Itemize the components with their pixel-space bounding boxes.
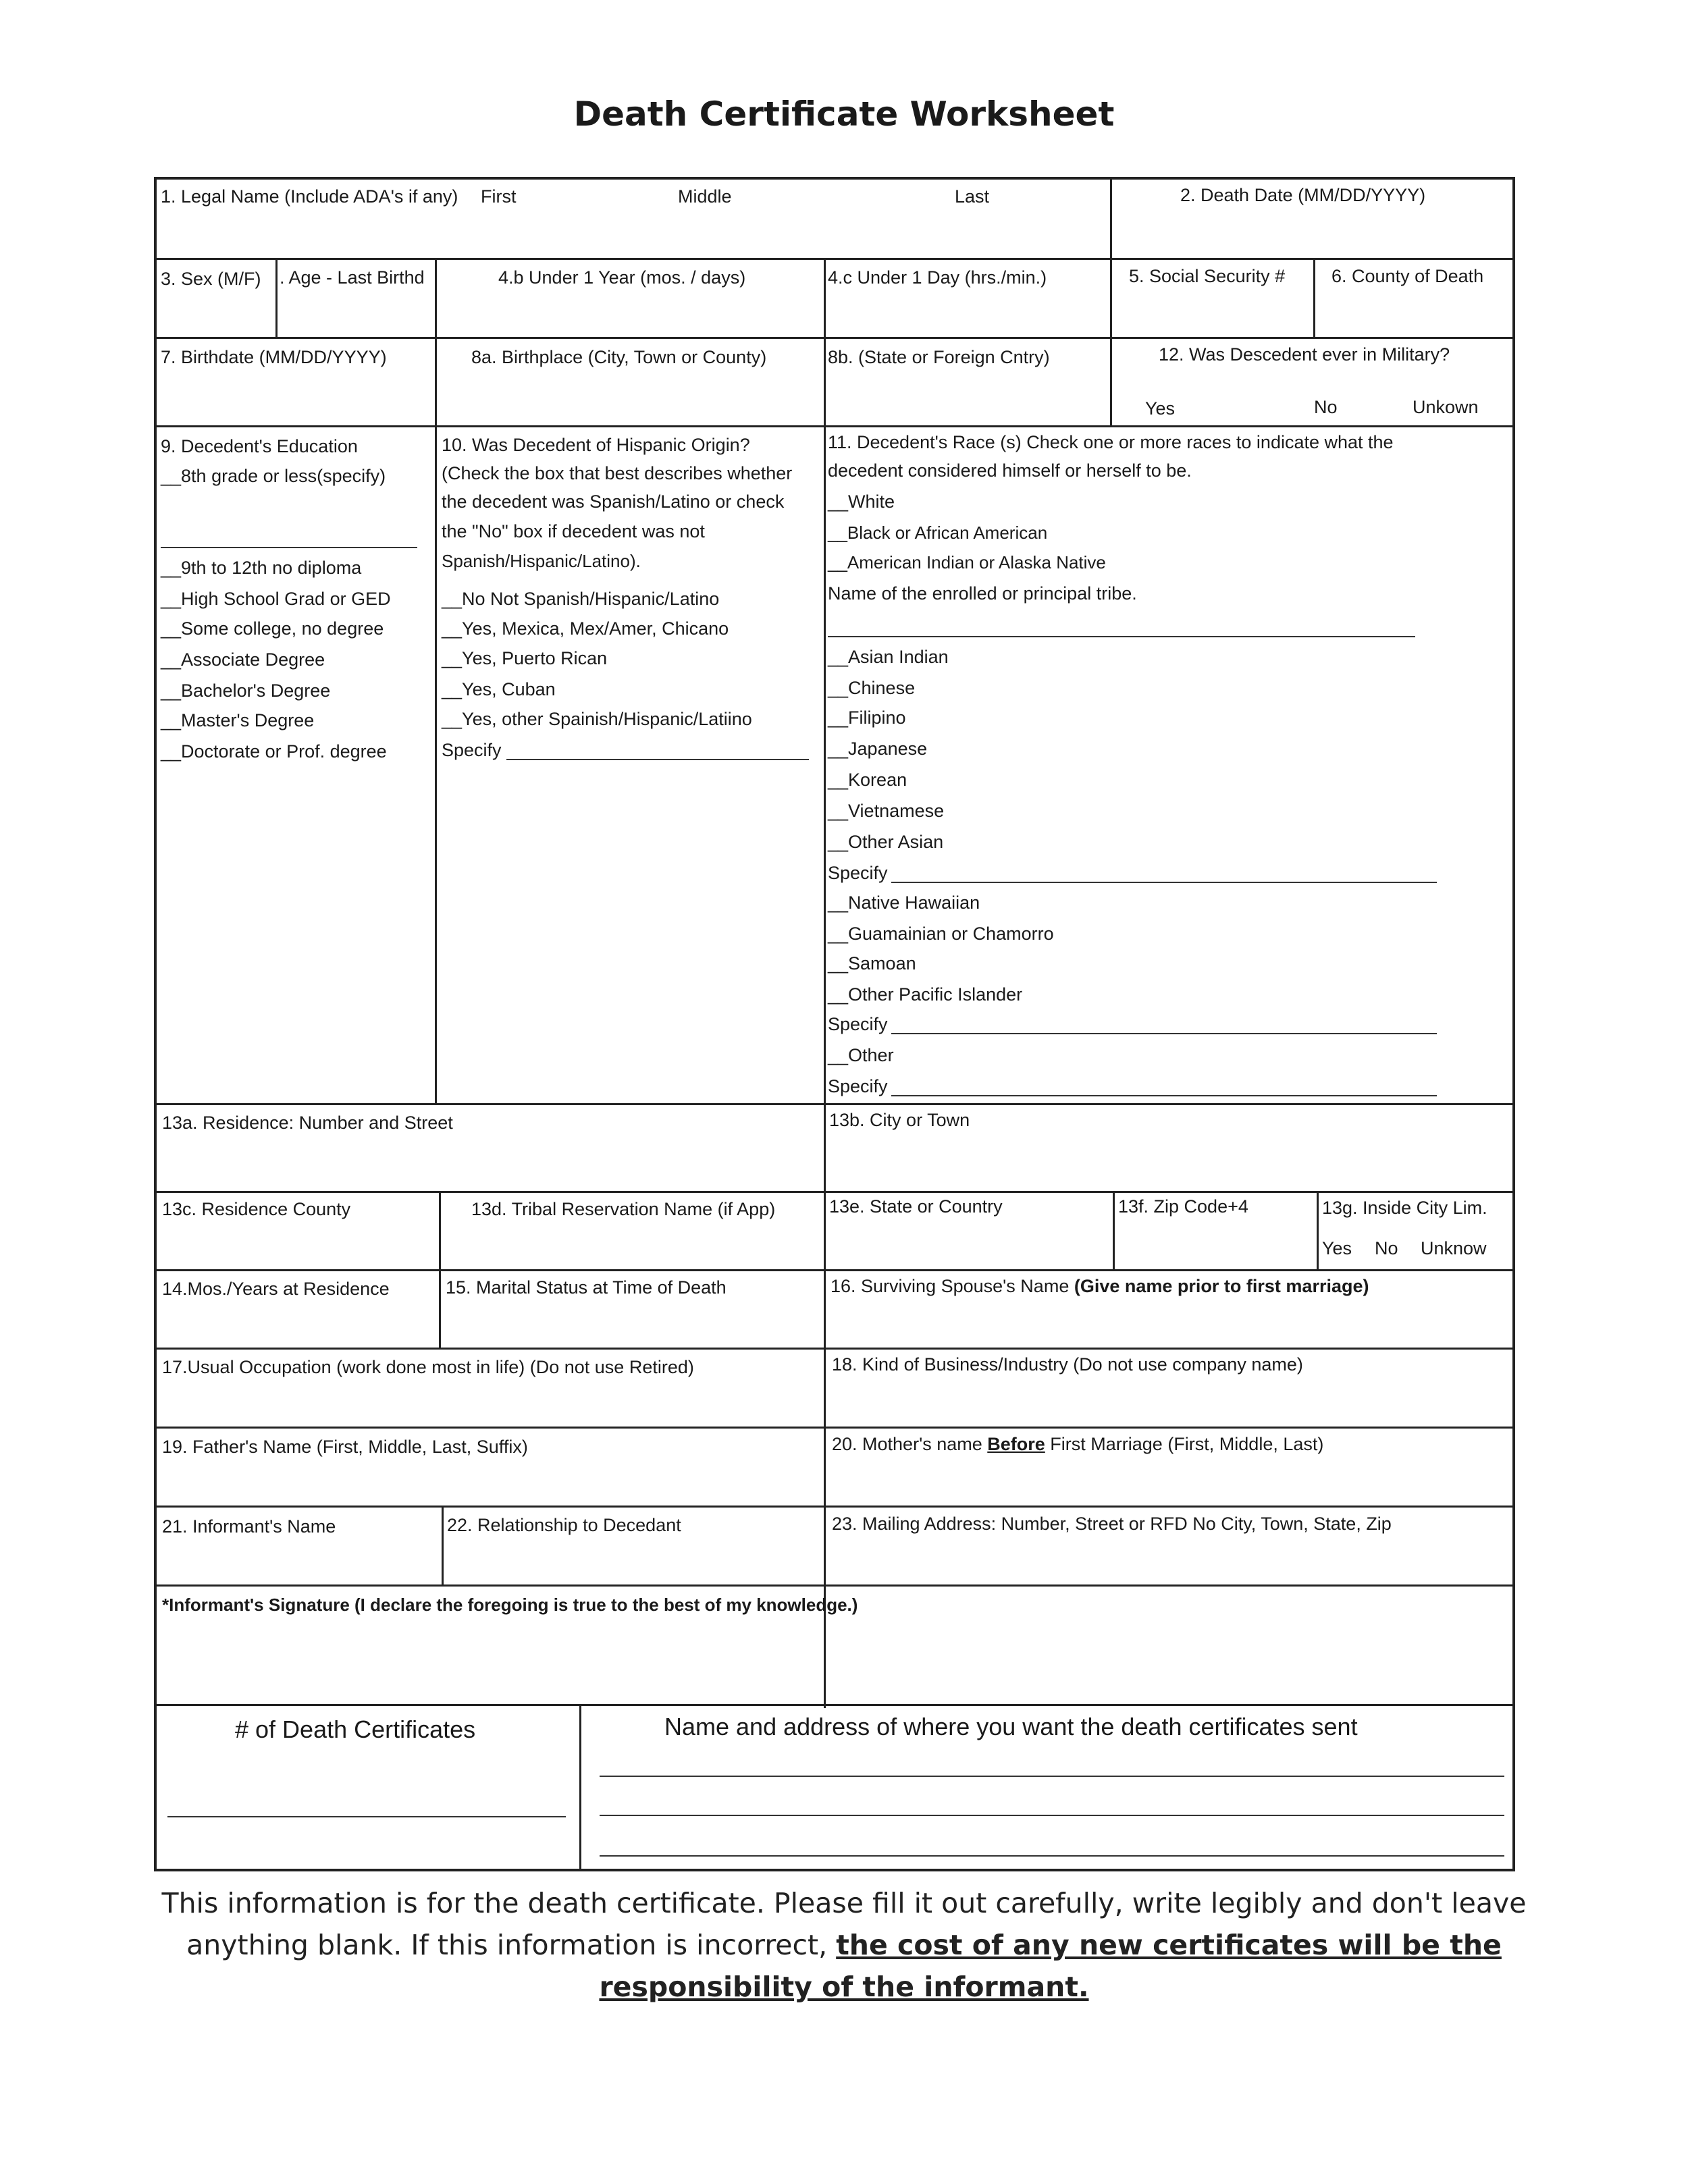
- education-option[interactable]: __Bachelor's Degree: [161, 681, 331, 701]
- inside-city-limits-label: 13g. Inside City Lim.: [1322, 1198, 1487, 1218]
- race-option[interactable]: __Filipino: [828, 708, 906, 728]
- race-option[interactable]: __Vietnamese: [828, 801, 945, 821]
- form-border-left: [154, 177, 157, 1871]
- race-option[interactable]: __Guamainian or Chamorro: [828, 924, 1054, 944]
- military-no-option[interactable]: No: [1314, 397, 1338, 417]
- certificate-count-label: # of Death Certificates: [235, 1715, 476, 1743]
- residence-county-label: 13c. Residence County: [162, 1199, 351, 1219]
- under-1-day-label: 4.c Under 1 Day (hrs./min.): [828, 267, 1047, 288]
- footer-warning: the cost of any new certificates will be the responsibility of the informant.: [599, 1929, 1502, 2003]
- col-divider: [442, 1506, 444, 1584]
- relationship-label: 22. Relationship to Decedant: [447, 1515, 681, 1535]
- row-divider: [154, 1506, 1515, 1508]
- row-divider: [154, 1103, 1515, 1105]
- race-option[interactable]: __Samoan: [828, 953, 916, 974]
- hispanic-option[interactable]: __No Not Spanish/Hispanic/Latino: [442, 589, 720, 609]
- certificate-address-line[interactable]: [600, 1815, 1504, 1816]
- first-name-label: First: [481, 186, 517, 207]
- mother-name-label: [832, 1435, 1323, 1454]
- education-specify-line[interactable]: [161, 547, 417, 548]
- race-option[interactable]: __Korean: [828, 770, 907, 790]
- race-specify-line[interactable]: [891, 882, 1437, 883]
- tribe-label: Name of the enrolled or principal tribe.: [828, 583, 1137, 604]
- form-border-top: [154, 177, 1515, 180]
- residence-state-label: 13e. State or Country: [829, 1196, 1003, 1217]
- ssn-label: 5. Social Security #: [1129, 266, 1286, 286]
- race-option[interactable]: __Japanese: [828, 739, 928, 759]
- page-title: Death Certificate Worksheet: [573, 95, 1115, 134]
- last-name-label: Last: [955, 186, 990, 207]
- business-industry-label: 18. Kind of Business/Industry (Do not use company name): [832, 1354, 1303, 1375]
- birthplace-label: 8a. Birthplace (City, Town or County): [471, 347, 767, 367]
- inside-city-unknown-option[interactable]: Unknow: [1421, 1238, 1487, 1258]
- education-option[interactable]: __Some college, no degree: [161, 618, 384, 639]
- col-divider: [1317, 1191, 1319, 1269]
- footer-notice: [122, 1882, 1566, 2008]
- row-divider: [154, 1427, 1515, 1429]
- sex-label: 3. Sex (M/F): [161, 269, 261, 289]
- surviving-spouse-label: [830, 1277, 1369, 1296]
- education-option[interactable]: __Doctorate or Prof. degree: [161, 741, 387, 762]
- race-specify-line[interactable]: [891, 1033, 1437, 1034]
- col-divider: [579, 1704, 581, 1871]
- mother-name-text-a: 20. Mother's name: [832, 1434, 988, 1454]
- race-question-line: 11. Decedent's Race (s) Check one or more races to indicate what the: [828, 432, 1394, 452]
- race-option[interactable]: __American Indian or Alaska Native: [828, 552, 1106, 572]
- race-specify-label: Specify: [828, 863, 888, 883]
- col-divider: [275, 258, 278, 339]
- form-border-bottom: [154, 1869, 1515, 1871]
- footer-text: This information is for the death certificate. Please fill it out carefully, write legibly and don't leave anything blank. If this information is incorrect,: [161, 1887, 1527, 1961]
- residence-street-label: 13a. Residence: Number and Street: [162, 1113, 453, 1133]
- surviving-spouse-text: 16. Surviving Spouse's Name: [830, 1276, 1070, 1296]
- education-heading: 9. Decedent's Education: [161, 436, 358, 456]
- residence-city-label: 13b. City or Town: [829, 1110, 970, 1130]
- race-question-line: decedent considered himself or herself to be.: [828, 460, 1192, 481]
- father-name-label: 19. Father's Name (First, Middle, Last, Suffix): [162, 1437, 528, 1457]
- hispanic-question-line: 10. Was Decedent of Hispanic Origin?: [442, 435, 750, 455]
- row-divider: [154, 258, 1515, 260]
- legal-name-label: 1. Legal Name (Include ADA's if any): [161, 186, 458, 207]
- inside-city-yes-option[interactable]: Yes: [1322, 1238, 1352, 1258]
- education-option[interactable]: __High School Grad or GED: [161, 589, 391, 609]
- race-option[interactable]: __Native Hawaiian: [828, 893, 980, 913]
- race-option[interactable]: __Asian Indian: [828, 647, 949, 667]
- hispanic-question-line: the decedent was Spanish/Latino or check: [442, 491, 785, 512]
- military-label: 12. Was Descedent ever in Military?: [1159, 344, 1450, 365]
- row-divider: [154, 1191, 1515, 1193]
- form-border-right: [1512, 177, 1515, 1871]
- tribe-name-line[interactable]: [828, 636, 1415, 637]
- hispanic-question-line: (Check the box that best describes whether: [442, 463, 793, 483]
- mother-name-text-c: First Marriage (First, Middle, Last): [1045, 1434, 1324, 1454]
- race-specify-label: Specify: [828, 1014, 888, 1034]
- race-option[interactable]: __Other Pacific Islander: [828, 984, 1023, 1005]
- birth-state-label: 8b. (State or Foreign Cntry): [828, 347, 1050, 367]
- col-divider: [824, 1103, 826, 1708]
- col-divider: [435, 258, 437, 1103]
- race-specify-label: Specify: [828, 1076, 888, 1096]
- worksheet-form: [154, 177, 1515, 1871]
- hispanic-option[interactable]: __Yes, Mexica, Mex/Amer, Chicano: [442, 618, 729, 639]
- col-divider: [824, 258, 826, 1103]
- race-option[interactable]: __Other Asian: [828, 832, 944, 852]
- row-divider: [154, 337, 1515, 339]
- hispanic-question-line: the "No" box if decedent was not: [442, 521, 705, 541]
- hispanic-question-line: Spanish/Hispanic/Latino).: [442, 551, 641, 571]
- education-option[interactable]: __Associate Degree: [161, 649, 325, 670]
- military-unknown-option[interactable]: Unkown: [1413, 397, 1479, 417]
- inside-city-no-option[interactable]: No: [1375, 1238, 1398, 1258]
- usual-occupation-label: 17.Usual Occupation (work done most in life) (Do not use Retired): [162, 1357, 694, 1377]
- birthdate-label: 7. Birthdate (MM/DD/YYYY): [161, 347, 387, 367]
- military-yes-option[interactable]: Yes: [1145, 398, 1176, 419]
- marital-status-label: 15. Marital Status at Time of Death: [446, 1277, 727, 1298]
- col-divider: [1110, 177, 1112, 425]
- race-option[interactable]: __White: [828, 491, 895, 512]
- under-1-year-label: 4.b Under 1 Year (mos. / days): [498, 267, 746, 288]
- mother-name-before: Before: [987, 1434, 1045, 1454]
- race-option[interactable]: __Black or African American: [828, 523, 1048, 543]
- row-divider: [154, 1348, 1515, 1350]
- row-divider: [154, 425, 1515, 427]
- tribal-reservation-label: 13d. Tribal Reservation Name (if App): [471, 1199, 776, 1219]
- age-label: . Age - Last Birthd: [280, 267, 425, 288]
- race-option[interactable]: __Chinese: [828, 678, 916, 698]
- education-option[interactable]: __8th grade or less(specify): [161, 466, 386, 486]
- row-divider: [154, 1269, 1515, 1271]
- col-divider: [1113, 1191, 1115, 1269]
- county-of-death-label: 6. County of Death: [1331, 266, 1484, 286]
- row-divider: [154, 1704, 1515, 1706]
- hispanic-specify-line[interactable]: [506, 759, 809, 760]
- middle-name-label: Middle: [678, 186, 732, 207]
- informant-name-label: 21. Informant's Name: [162, 1516, 336, 1537]
- col-divider: [439, 1191, 441, 1348]
- certificate-address-line[interactable]: [600, 1776, 1504, 1777]
- certificate-address-label: Name and address of where you want the death certificates sent: [664, 1713, 1358, 1740]
- mailing-address-label: 23. Mailing Address: Number, Street or RFD No City, Town, State, Zip: [832, 1514, 1392, 1534]
- hispanic-option[interactable]: __Yes, other Spainish/Hispanic/Latiino: [442, 709, 752, 729]
- col-divider: [1313, 258, 1315, 339]
- certificate-address-line[interactable]: [600, 1855, 1504, 1857]
- education-option[interactable]: __9th to 12th no diploma: [161, 558, 362, 578]
- hispanic-option[interactable]: __Yes, Puerto Rican: [442, 648, 608, 668]
- hispanic-option[interactable]: __Yes, Cuban: [442, 679, 556, 699]
- race-specify-line[interactable]: [891, 1095, 1437, 1096]
- education-option[interactable]: __Master's Degree: [161, 710, 315, 730]
- row-divider: [154, 1584, 1515, 1587]
- informant-signature-label: *Informant's Signature (I declare the foregoing is true to the best of my knowledge.): [162, 1595, 858, 1615]
- years-at-residence-label: 14.Mos./Years at Residence: [162, 1279, 390, 1299]
- surviving-spouse-note: (Give name prior to first marriage): [1074, 1276, 1369, 1296]
- race-option[interactable]: __Other: [828, 1045, 894, 1065]
- death-date-label: 2. Death Date (MM/DD/YYYY): [1180, 185, 1426, 205]
- hispanic-specify-label: Specify: [442, 740, 502, 760]
- certificate-count-line[interactable]: [167, 1816, 566, 1817]
- zip-code-label: 13f. Zip Code+4: [1118, 1196, 1248, 1217]
